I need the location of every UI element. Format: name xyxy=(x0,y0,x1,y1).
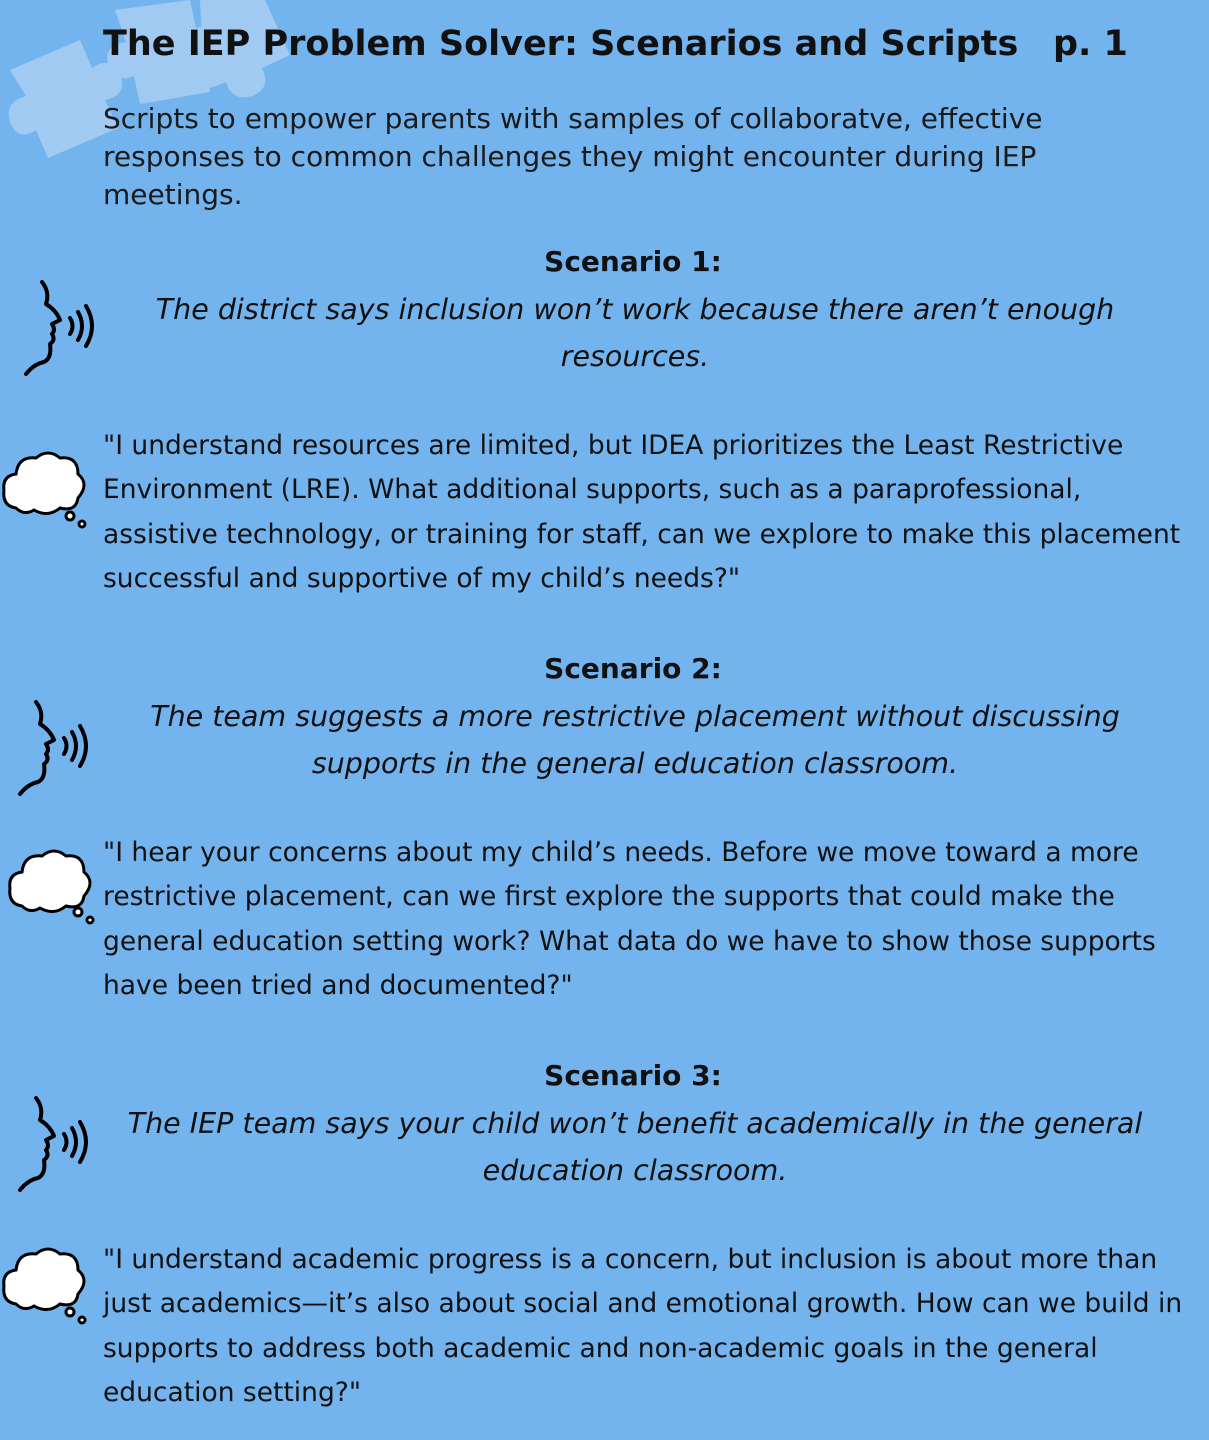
scenario-script: "I hear your concerns about my child’s needs. Before we move toward a more restrictive placement, can we first explore the supports that could make the general education setting work? What data do we have to show those supports have been tried and documented?" xyxy=(103,837,1156,1001)
thought-bubble-icon xyxy=(0,446,92,530)
page-number: p. 1 xyxy=(1053,24,1128,64)
scenario-heading: Scenario 2: xyxy=(544,652,722,685)
scenario-heading: Scenario 3: xyxy=(544,1059,722,1092)
thought-bubble-icon xyxy=(0,1242,92,1326)
speaking-head-icon xyxy=(20,278,100,378)
scenario-statement: The district says inclusion won’t work because there aren’t enough resources. xyxy=(155,293,1115,373)
scenario-script: "I understand resources are limited, but IDEA prioritizes the Least Restrictive Environment (LRE). What additional supports, such as a paraprofessional, assistive technology, or training for staff, can we explore to make this placement successful and supportive of my child’s needs?" xyxy=(103,430,1181,594)
page-title xyxy=(103,22,1183,66)
scenario-heading: Scenario 1: xyxy=(544,245,722,278)
scenario-script: "I understand academic progress is a concern, but inclusion is about more than just academics—it’s also about social and emotional growth. How can we build in supports to address both academic and non-academic goals in the general education setting?" xyxy=(103,1244,1183,1408)
thought-bubble-icon xyxy=(6,844,98,928)
title-text: The IEP Problem Solver: Scenarios and Scripts xyxy=(103,24,1019,64)
scenario-statement: The team suggests a more restrictive placement without discussing supports in the general education classroom. xyxy=(150,700,1120,780)
page-subtitle: Scripts to empower parents with samples of collaboratve, effective responses to common challenges they might encounter during IEP meetings. xyxy=(103,102,1043,211)
scenario-statement: The IEP team says your child won’t benefit academically in the general education classroom. xyxy=(127,1107,1143,1187)
speaking-head-icon xyxy=(14,698,94,798)
speaking-head-icon xyxy=(14,1094,94,1194)
